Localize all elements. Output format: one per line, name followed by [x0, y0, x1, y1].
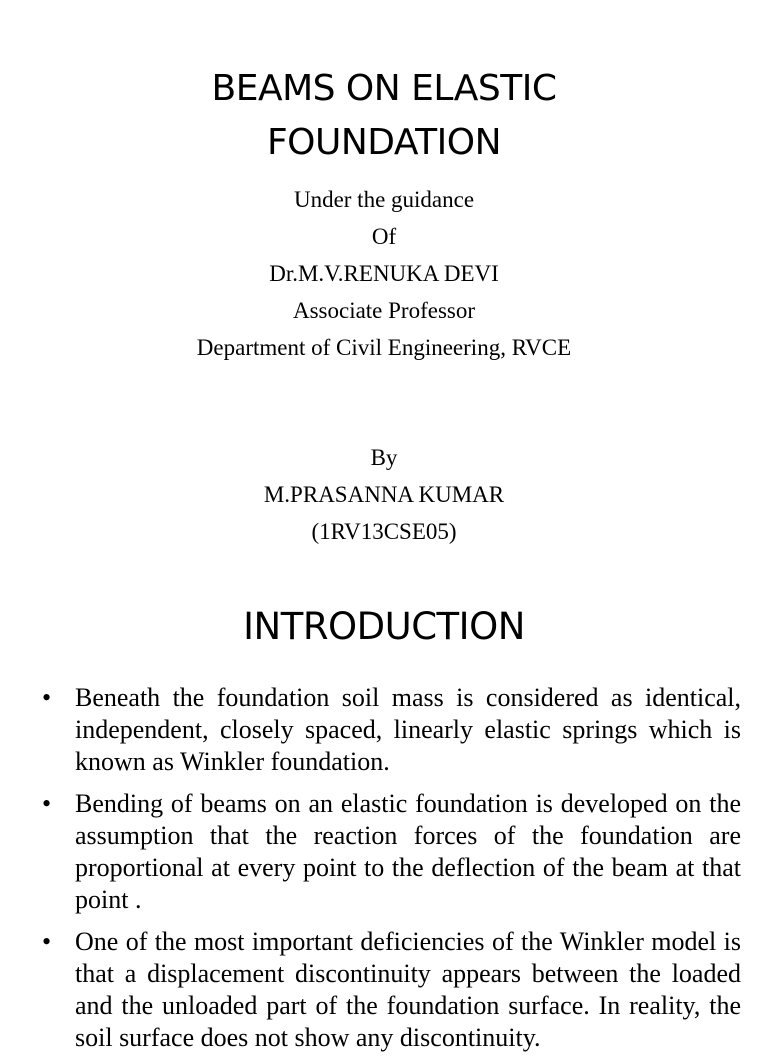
- section-title: INTRODUCTION: [243, 605, 525, 648]
- guide-name: Dr.M.V.RENUKA DEVI: [269, 261, 499, 286]
- presentation-title: [0, 62, 768, 170]
- list-item: [0, 788, 768, 916]
- bullet-icon: •: [42, 683, 52, 712]
- author-name: M.PRASANNA KUMAR: [263, 482, 505, 507]
- bullet-text: Beneath the foundation soil mass is considered as identical, independent, closely spaced, linearly elastic springs which is known as Winkler foundation.: [75, 683, 741, 776]
- guide-department: Department of Civil Engineering, RVCE: [196, 335, 572, 360]
- author-block: [0, 439, 768, 550]
- title-line-2: FOUNDATION: [266, 122, 502, 163]
- bullet-text: One of the most important deficiencies of the Winkler model is that a displacement discontinuity appears between the loaded and the unloaded part of the foundation surface. In reality, the soil surface does not show any discontinuity.: [75, 927, 741, 1052]
- guide-designation: Associate Professor: [292, 298, 476, 323]
- author-id: (1RV13CSE05): [311, 519, 457, 544]
- guidance-line: Under the guidance: [293, 187, 475, 212]
- title-line-1: BEAMS ON ELASTIC: [211, 68, 557, 109]
- guidance-line: Of: [371, 224, 397, 249]
- list-item: [0, 682, 768, 778]
- by-label: By: [370, 445, 398, 470]
- guidance-block: [0, 181, 768, 366]
- bullet-text: Bending of beams on an elastic foundation is developed on the assumption that the reaction forces of the foundation are proportional at every point to the deflection of the beam at that point .: [75, 789, 741, 914]
- bullet-icon: •: [42, 927, 52, 956]
- bullet-icon: •: [42, 789, 52, 818]
- bullet-list: [0, 682, 768, 1064]
- list-item: [0, 926, 768, 1054]
